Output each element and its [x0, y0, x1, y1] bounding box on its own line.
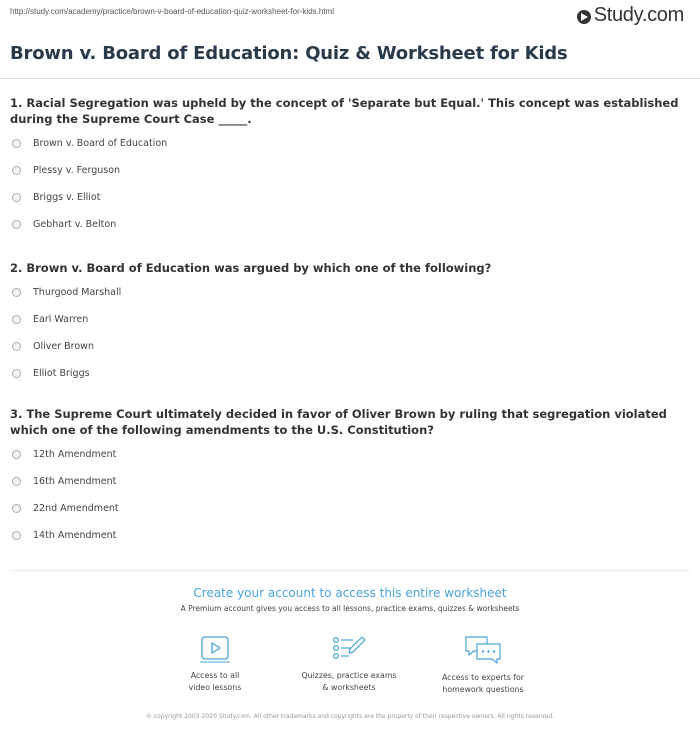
question-text: 1. Racial Segregation was upheld by the concept of 'Separate but Equal.' This concept was established during the Supreme Court Case _____. [10, 96, 679, 126]
answer-options [10, 279, 690, 387]
question-3 [10, 406, 690, 549]
radio-button[interactable] [12, 477, 21, 486]
cta-subtitle: A Premium account gives you access to all lessons, practice exams, quizzes & worksheets [180, 604, 520, 613]
signup-cta [0, 586, 700, 613]
answer-option[interactable] [10, 184, 690, 211]
answer-option[interactable] [10, 157, 690, 184]
study-logo-text: Study.com [593, 4, 684, 26]
answer-option[interactable] [10, 211, 690, 238]
feature-video-lessons [150, 634, 280, 694]
radio-button[interactable] [12, 531, 21, 540]
answer-option[interactable] [10, 360, 690, 387]
radio-button[interactable] [12, 220, 21, 229]
copyright-footer: © copyright 2003-2020 Study.com. All other trademarks and copyrights are the property of their respective owners. All rights reserved. [145, 713, 555, 720]
question-2 [10, 260, 690, 387]
radio-button[interactable] [12, 342, 21, 351]
answer-option[interactable] [10, 522, 690, 549]
radio-button[interactable] [12, 504, 21, 513]
feature-quizzes [284, 634, 414, 694]
question-1 [10, 95, 690, 238]
radio-button[interactable] [12, 369, 21, 378]
cta-title-link[interactable]: Create your account to access this entire worksheet [193, 586, 507, 600]
option-label: Brown v. Board of Education [33, 138, 168, 149]
feature-label: Quizzes, practice exams & worksheets [301, 671, 397, 692]
question-text: 2. Brown v. Board of Education was argued by which one of the following? [10, 261, 492, 275]
option-label: Plessy v. Ferguson [33, 165, 121, 176]
title-divider [0, 78, 700, 79]
radio-button[interactable] [12, 315, 21, 324]
feature-experts [418, 634, 548, 696]
section-divider [10, 570, 690, 571]
radio-button[interactable] [12, 166, 21, 175]
page-title: Brown v. Board of Education: Quiz & Worksheet for Kids [10, 43, 568, 64]
radio-button[interactable] [12, 139, 21, 148]
option-label: Gebhart v. Belton [33, 219, 117, 230]
option-label: Thurgood Marshall [33, 287, 122, 298]
study-logo-icon [577, 10, 591, 24]
option-label: Elliot Briggs [33, 368, 90, 379]
answer-option[interactable] [10, 306, 690, 333]
option-label: Oliver Brown [33, 341, 94, 352]
answer-options [10, 441, 690, 549]
chat-bubbles-icon [418, 634, 548, 666]
radio-button[interactable] [12, 450, 21, 459]
radio-button[interactable] [12, 193, 21, 202]
answer-option[interactable] [10, 279, 690, 306]
radio-button[interactable] [12, 288, 21, 297]
answer-options [10, 130, 690, 238]
question-text: 3. The Supreme Court ultimately decided in favor of Oliver Brown by ruling that segregation violated which one of the following amendments to the U.S. Constitution? [10, 407, 667, 437]
option-label: 14th Amendment [33, 530, 117, 541]
video-lesson-icon [150, 634, 280, 664]
answer-option[interactable] [10, 333, 690, 360]
quiz-checklist-icon [284, 634, 414, 664]
option-label: 22nd Amendment [33, 503, 119, 514]
answer-option[interactable] [10, 468, 690, 495]
page-url: http://study.com/academy/practice/brown-v-board-of-education-quiz-worksheet-for-kids.html [10, 7, 334, 16]
answer-option[interactable] [10, 130, 690, 157]
answer-option[interactable] [10, 495, 690, 522]
answer-option[interactable] [10, 441, 690, 468]
option-label: Briggs v. Elliot [33, 192, 101, 203]
option-label: 16th Amendment [33, 476, 117, 487]
feature-label: Access to all video lessons [188, 671, 242, 692]
feature-label: Access to experts for homework questions [441, 673, 525, 694]
option-label: Earl Warren [33, 314, 89, 325]
option-label: 12th Amendment [33, 449, 117, 460]
study-logo[interactable] [577, 4, 684, 27]
